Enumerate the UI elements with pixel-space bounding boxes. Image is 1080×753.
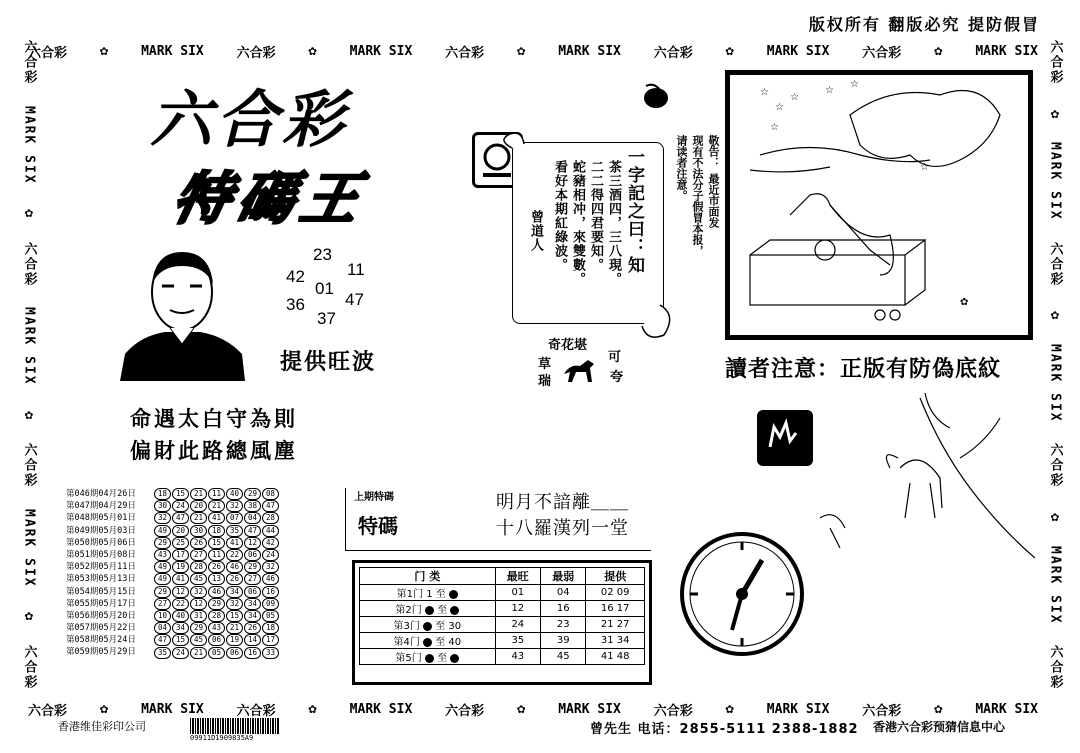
ball-icon — [449, 590, 458, 599]
history-ball: 17 — [262, 634, 279, 646]
range-to: 至 — [437, 653, 448, 664]
history-ball: 43 — [208, 622, 225, 634]
history-row — [66, 500, 279, 512]
ball-icon — [450, 606, 459, 615]
col-header: 提供 — [586, 568, 645, 585]
border-brand-en: MARK SIX — [558, 43, 621, 59]
best-cell: 01 — [495, 585, 540, 601]
history-ball: 29 — [154, 586, 171, 598]
history-ball: 04 — [244, 512, 261, 524]
tema-label: 特碼 — [358, 514, 398, 538]
history-ball: 18 — [262, 622, 279, 634]
history-ball: 46 — [208, 586, 225, 598]
history-period: 第053期05月13日 — [66, 574, 136, 585]
tema-king-title: 特碼王 — [167, 166, 374, 232]
history-ball: 06 — [244, 586, 261, 598]
history-ball: 27 — [244, 573, 261, 585]
picks-cell: 16 17 — [586, 601, 645, 617]
scroll-line: 二二得四君要知。 — [588, 160, 603, 272]
border-brand-cn: 六合彩 — [862, 45, 902, 61]
range-to: 至 40 — [435, 637, 462, 648]
history-ball: 16 — [262, 586, 279, 598]
door-cell — [360, 633, 496, 649]
flower-icon: ✿ — [24, 204, 34, 221]
history-ball: 38 — [244, 500, 261, 512]
history-ball: 32 — [190, 586, 207, 598]
history-period: 第047期04月29日 — [66, 501, 136, 512]
history-ball: 47 — [154, 634, 171, 646]
history-ball: 47 — [244, 525, 261, 537]
history-ball: 21 — [190, 488, 207, 500]
flower-icon: ✿ — [24, 608, 34, 625]
history-row — [66, 537, 279, 549]
history-ball: 34 — [226, 586, 243, 598]
history-ball: 24 — [262, 549, 279, 561]
history-ball: 49 — [154, 561, 171, 573]
history-ball: 34 — [244, 598, 261, 610]
flower-icon: ✿ — [99, 701, 109, 717]
border-brand-cn: 六合彩 — [1047, 644, 1063, 690]
history-ball: 25 — [172, 537, 189, 549]
history-ball: 16 — [244, 647, 261, 659]
history-ball: 27 — [190, 549, 207, 561]
history-ball: 42 — [262, 537, 279, 549]
border-brand-cn: 六合彩 — [236, 703, 276, 719]
history-row — [66, 549, 279, 561]
ball-icon — [450, 654, 459, 663]
border-brand-en: MARK SIX — [1047, 142, 1063, 221]
flower-icon: ✿ — [934, 701, 943, 717]
history-ball: 44 — [262, 525, 279, 537]
history-ball: 26 — [208, 561, 225, 573]
scroll-heading: 一字記之曰：知 — [624, 148, 644, 274]
history-ball: 21 — [190, 647, 207, 659]
history-ball: 14 — [244, 634, 261, 646]
door-prediction-table — [352, 560, 652, 685]
door-label: 第4门 — [393, 637, 420, 648]
lucky-number: 01 — [315, 279, 334, 298]
history-ball: 28 — [208, 610, 225, 622]
border-brand-cn: 六合彩 — [21, 443, 37, 489]
lucky-number: 36 — [286, 295, 305, 314]
best-cell: 24 — [495, 617, 540, 633]
poem-line: 偏財此路總風塵 — [130, 438, 298, 463]
caption-right: 夸 — [610, 370, 624, 385]
history-ball: 28 — [262, 512, 279, 524]
range-from: 1 — [426, 589, 433, 600]
tema-poem-line: 十八羅漢列一堂 — [496, 518, 629, 539]
history-row — [66, 488, 279, 500]
caption-right: 可 — [608, 350, 622, 365]
svg-text:☆: ☆ — [775, 102, 784, 113]
flower-icon: ✿ — [516, 43, 526, 59]
history-ball: 11 — [208, 488, 225, 500]
picks-cell: 02 09 — [586, 585, 645, 601]
svg-text:☆: ☆ — [760, 87, 769, 98]
lucky-number: 11 — [347, 260, 365, 279]
barcode-number: 09911D1909835A9 — [190, 734, 254, 742]
history-ball: 15 — [172, 488, 189, 500]
history-ball: 12 — [190, 598, 207, 610]
scroll-caption — [538, 328, 633, 388]
history-ball: 49 — [154, 573, 171, 585]
history-ball: 10 — [154, 610, 171, 622]
history-ball: 20 — [172, 525, 189, 537]
history-ball: 06 — [208, 634, 225, 646]
history-ball: 19 — [172, 561, 189, 573]
ball-icon — [423, 622, 432, 631]
door-cell — [360, 617, 496, 633]
range-to: 至 — [437, 605, 448, 616]
flower-icon: ✿ — [934, 43, 943, 59]
warning-line: 最近市面发 — [707, 173, 720, 228]
history-ball: 30 — [190, 525, 207, 537]
range-to: 至 — [435, 589, 446, 600]
history-ball: 06 — [244, 549, 261, 561]
history-ball: 22 — [172, 598, 189, 610]
clock-illustration — [678, 530, 806, 662]
provider-text: 提供旺波 — [280, 350, 377, 375]
scroll-line: 看好本期紅綠波。 — [552, 160, 567, 272]
history-period: 第058期05月24日 — [66, 635, 136, 646]
history-ball: 32 — [226, 500, 243, 512]
history-period: 第056期05月20日 — [66, 610, 136, 621]
svg-text:☆: ☆ — [770, 122, 779, 133]
picks-cell: 41 48 — [586, 649, 645, 665]
history-ball: 34 — [172, 622, 189, 634]
border-brand-cn: 六合彩 — [653, 45, 693, 61]
door-cell — [360, 585, 496, 601]
caption-left: 瑞 — [538, 374, 552, 389]
best-cell: 43 — [495, 649, 540, 665]
history-ball: 27 — [154, 598, 171, 610]
border-brand-en: MARK SIX — [975, 701, 1038, 717]
history-ball: 32 — [262, 561, 279, 573]
door-cell — [360, 601, 496, 617]
history-row — [66, 598, 279, 610]
history-ball: 45 — [190, 634, 207, 646]
history-row — [66, 634, 279, 646]
history-row — [66, 512, 279, 524]
border-brand-cn: 六合彩 — [445, 45, 485, 61]
border-brand-en: MARK SIX — [975, 43, 1038, 59]
tema-box — [345, 488, 651, 551]
hand-icon — [757, 410, 813, 466]
history-period: 第048期05月01日 — [66, 513, 136, 524]
flower-icon: ✿ — [725, 701, 734, 717]
range-to: 至 30 — [435, 621, 462, 632]
poem-line: 命遇太白守為則 — [130, 406, 298, 431]
history-ball: 18 — [208, 525, 225, 537]
history-ball: 30 — [154, 500, 171, 512]
border-brand-en: MARK SIX — [141, 43, 204, 59]
history-row — [66, 610, 279, 622]
history-ball: 12 — [244, 537, 261, 549]
border-brand-en: MARK SIX — [349, 43, 413, 59]
warning-notice — [675, 135, 725, 355]
border-brand-cn: 六合彩 — [445, 703, 485, 719]
svg-text:☆: ☆ — [920, 162, 929, 173]
table-row — [360, 617, 645, 633]
worst-cell: 39 — [541, 633, 586, 649]
ball-icon — [425, 654, 434, 663]
history-ball: 35 — [154, 647, 171, 659]
picks-cell: 31 34 — [586, 633, 645, 649]
col-header: 门 类 — [360, 568, 496, 585]
draw-history-list — [66, 488, 279, 659]
history-row — [66, 561, 279, 573]
history-period: 第052期05月11日 — [66, 562, 136, 573]
portrait-photo — [120, 244, 245, 381]
history-ball: 21 — [190, 512, 207, 524]
worst-cell: 23 — [541, 617, 586, 633]
flower-icon: ✿ — [1050, 508, 1060, 525]
history-ball: 29 — [190, 622, 207, 634]
flower-icon: ✿ — [725, 43, 734, 59]
history-ball: 47 — [262, 500, 279, 512]
history-ball: 05 — [262, 610, 279, 622]
bottom-border-strip — [28, 698, 1038, 720]
best-cell: 12 — [495, 601, 540, 617]
history-ball: 22 — [226, 549, 243, 561]
history-ball: 26 — [226, 573, 243, 585]
flower-icon: ✿ — [99, 43, 109, 59]
worst-cell: 16 — [541, 601, 586, 617]
lucky-numbers — [280, 245, 380, 330]
svg-text:☆: ☆ — [825, 85, 834, 96]
border-brand-en: MARK SIX — [1047, 545, 1063, 625]
border-brand-en: MARK SIX — [21, 105, 37, 185]
history-ball: 41 — [172, 573, 189, 585]
history-row — [66, 586, 279, 598]
history-ball: 26 — [244, 622, 261, 634]
tema-poem-line: 明月不諳離＿＿ — [496, 492, 629, 513]
border-brand-en: MARK SIX — [766, 43, 830, 59]
history-row — [66, 622, 279, 634]
picks-cell: 21 27 — [586, 617, 645, 633]
col-header: 最旺 — [495, 568, 540, 585]
pot-icon — [640, 80, 672, 116]
right-border-strip — [1034, 40, 1076, 690]
tree-animal-illustration — [810, 388, 1035, 568]
history-ball: 19 — [226, 634, 243, 646]
door-label: 第5门 — [395, 653, 422, 664]
history-ball: 43 — [154, 549, 171, 561]
lucky-number: 23 — [313, 245, 332, 264]
border-brand-cn: 六合彩 — [28, 45, 68, 61]
lucky-number: 47 — [345, 290, 364, 309]
border-brand-en: MARK SIX — [21, 508, 37, 588]
flower-icon: ✿ — [1050, 307, 1060, 324]
flower-icon: ✿ — [24, 406, 34, 423]
contact-info: 曾先生 电话：2855-5111 2388-1882 — [590, 722, 859, 737]
history-ball: 08 — [262, 488, 279, 500]
scroll-author: 曾道人 — [528, 210, 543, 252]
barcode — [190, 718, 280, 734]
border-brand-cn: 六合彩 — [21, 40, 37, 85]
history-ball: 05 — [208, 647, 225, 659]
border-brand-cn: 六合彩 — [862, 703, 902, 719]
history-ball: 29 — [208, 598, 225, 610]
info-center: 香港六合彩预猜信息中心 — [873, 720, 1006, 734]
border-brand-en: MARK SIX — [1047, 343, 1063, 423]
best-cell: 35 — [495, 633, 540, 649]
riddle-scroll — [492, 130, 682, 345]
warning-label: 敬告： — [707, 135, 720, 168]
border-brand-en: MARK SIX — [21, 307, 37, 386]
door-cell — [360, 649, 496, 665]
tema-header: 上期特碼 — [354, 492, 394, 503]
history-ball: 47 — [172, 512, 189, 524]
door-label: 第2门 — [395, 605, 422, 616]
history-ball: 33 — [262, 647, 279, 659]
history-ball: 34 — [244, 610, 261, 622]
history-ball: 06 — [226, 647, 243, 659]
ball-icon — [425, 606, 434, 615]
history-ball: 20 — [190, 500, 207, 512]
history-ball: 40 — [172, 610, 189, 622]
history-ball: 29 — [154, 537, 171, 549]
border-brand-cn: 六合彩 — [21, 644, 37, 690]
history-ball: 28 — [190, 561, 207, 573]
table-row — [360, 649, 645, 665]
horse-icon — [562, 356, 600, 388]
history-ball: 45 — [190, 573, 207, 585]
svg-text:☆: ☆ — [850, 79, 859, 90]
history-period: 第054期05月15日 — [66, 586, 136, 597]
history-period: 第051期05月08日 — [66, 549, 136, 560]
left-border-strip — [8, 40, 50, 690]
reader-notice: 讀者注意：正版有防偽底紋 — [725, 357, 1002, 382]
caption-middle: 奇花堪 — [548, 338, 588, 353]
table-row — [360, 585, 645, 601]
history-row — [66, 573, 279, 585]
history-ball: 15 — [172, 634, 189, 646]
door-label: 第3门 — [393, 621, 420, 632]
history-ball: 24 — [172, 647, 189, 659]
lucky-number: 37 — [317, 309, 336, 328]
col-header: 最弱 — [541, 568, 586, 585]
printer-name: 香港维佳彩印公司 — [58, 720, 146, 733]
history-ball: 04 — [154, 622, 171, 634]
worst-cell: 45 — [541, 649, 586, 665]
history-ball: 29 — [244, 488, 261, 500]
history-ball: 12 — [172, 586, 189, 598]
main-title: 六合彩 — [150, 83, 349, 156]
border-brand-en: MARK SIX — [141, 701, 204, 717]
history-ball: 41 — [208, 512, 225, 524]
border-brand-cn: 六合彩 — [1047, 443, 1063, 489]
border-brand-cn: 六合彩 — [1047, 241, 1063, 287]
flower-icon: ✿ — [516, 701, 526, 717]
history-ball: 32 — [226, 598, 243, 610]
history-ball: 46 — [226, 561, 243, 573]
history-period: 第059期05月29日 — [66, 647, 136, 658]
history-ball: 21 — [226, 622, 243, 634]
history-row — [66, 525, 279, 537]
ball-icon — [423, 638, 432, 647]
history-ball: 31 — [190, 610, 207, 622]
history-ball: 15 — [208, 537, 225, 549]
history-ball: 09 — [262, 598, 279, 610]
flower-icon: ✿ — [1050, 105, 1060, 122]
history-period: 第055期05月17日 — [66, 598, 136, 609]
history-period: 第050期05月06日 — [66, 537, 136, 548]
tema-poem — [496, 490, 629, 542]
history-ball: 46 — [262, 573, 279, 585]
history-row — [66, 646, 279, 658]
copyright-notice: 版权所有 翻版必究 提防假冒 — [808, 15, 1040, 34]
lucky-number: 42 — [286, 267, 305, 286]
history-ball: 13 — [208, 573, 225, 585]
warning-line: 现有不法分子假冒本报， — [691, 135, 704, 256]
border-brand-cn: 六合彩 — [236, 45, 276, 61]
history-ball: 18 — [154, 488, 171, 500]
history-ball: 11 — [208, 549, 225, 561]
border-brand-cn: 六合彩 — [653, 703, 693, 719]
border-brand-en: MARK SIX — [766, 701, 830, 717]
history-ball: 49 — [154, 525, 171, 537]
border-brand-en: MARK SIX — [558, 701, 621, 717]
history-ball: 29 — [244, 561, 261, 573]
warning-line: 请读者注意。 — [675, 135, 688, 201]
svg-text:☆: ☆ — [790, 92, 799, 103]
history-period: 第046期04月26日 — [66, 489, 136, 499]
history-period: 第049期05月03日 — [66, 525, 136, 536]
top-border-strip — [28, 38, 1038, 64]
border-brand-cn: 六合彩 — [28, 703, 68, 719]
history-ball: 26 — [190, 537, 207, 549]
table-row — [360, 633, 645, 649]
history-ball: 40 — [226, 488, 243, 500]
history-ball: 21 — [208, 500, 225, 512]
door-label: 第1门 — [396, 589, 424, 600]
scroll-line: 蛇豬相冲，來雙數。 — [570, 160, 585, 286]
worst-cell: 04 — [541, 585, 586, 601]
flower-icon: ✿ — [308, 43, 317, 59]
history-ball: 35 — [226, 525, 243, 537]
history-ball: 07 — [226, 512, 243, 524]
history-ball: 17 — [172, 549, 189, 561]
svg-text:✿: ✿ — [960, 297, 969, 308]
history-ball: 32 — [154, 512, 171, 524]
flower-icon: ✿ — [308, 701, 317, 717]
fortune-poem — [130, 403, 298, 467]
history-ball: 15 — [226, 610, 243, 622]
history-ball: 41 — [226, 537, 243, 549]
history-period: 第057期05月22日 — [66, 623, 136, 634]
caption-left: 草 — [538, 357, 552, 372]
scroll-line: 茶三酒四，三八現。 — [606, 160, 621, 286]
border-brand-cn: 六合彩 — [1047, 40, 1063, 85]
table-row — [360, 601, 645, 617]
history-ball: 24 — [172, 500, 189, 512]
mythology-illustration — [725, 70, 1033, 340]
border-brand-en: MARK SIX — [349, 701, 413, 717]
border-brand-cn: 六合彩 — [21, 241, 37, 287]
